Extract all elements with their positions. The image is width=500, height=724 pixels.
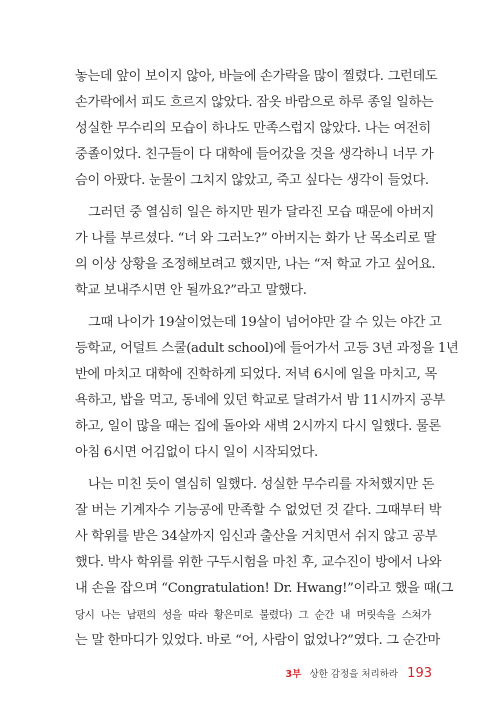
page-footer	[286, 662, 432, 681]
text-line: 학교 보내주시면 안 될까요?”라고 말했다.	[75, 283, 307, 298]
text-line: 그때 나이가 19살이었는데 19살이 넘어야만 갈 수 있는 야간 고	[88, 315, 442, 330]
paragraph-1	[75, 64, 438, 194]
text-line: 가 나를 부르셨다. “너 와 그러노?” 아버지는 화가 난 목소리로 딸	[75, 231, 437, 246]
text-line: 나는 미친 듯이 열심히 일했다. 성실한 무수리를 자처했지만 돈	[88, 477, 435, 492]
paragraph-2	[75, 200, 437, 304]
text-line: 하고, 일이 많을 때는 집에 돌아와 새벽 2시까지 다시 일했다. 물론	[75, 419, 441, 434]
text-line: 성실한 무수리의 모습이 하나도 만족스럽지 않았다. 나는 여전히	[75, 121, 431, 136]
text-line: 아침 6시면 어김없이 다시 일이 시작되었다.	[75, 445, 318, 460]
text-line: 의 이상 상황을 조정해보려고 했지만, 나는 “저 학교 가고 싶어요.	[75, 257, 436, 272]
text-line: 내 손을 잡으며 “Congratulation! Dr. Hwang!”이라고 했을 때(그	[75, 581, 454, 596]
text-line: 손가락에서 피도 흐르지 않았다. 잠옷 바람으로 하루 종일 일하는	[75, 95, 434, 110]
page-body	[75, 64, 459, 660]
text-line: 사 학위를 받은 34살까지 임신과 출산을 거치면서 쉬지 않고 공부	[75, 529, 438, 544]
text-line: 잘 버는 기계자수 기능공에 만족할 수 없었던 것 같다. 그때부터 박	[75, 503, 442, 518]
part-label: 3부	[285, 669, 302, 680]
page-number: 193	[407, 666, 432, 681]
text-line: 슴이 아팠다. 눈물이 그치지 않았고, 죽고 싶다는 생각이 들었다.	[75, 173, 429, 188]
text-line: 했다. 박사 학위를 위한 구두시험을 마친 후, 교수진이 방에서 나와	[75, 555, 442, 570]
text-line: 당시 나는 남편의 성을 따라 황은미로 불렸다) 그 순간 내 머릿속을 스쳐가	[75, 609, 431, 621]
text-line: 욕하고, 밥을 먹고, 동네에 있던 학교로 달려가서 밤 11시까지 공부	[75, 393, 445, 408]
paragraph-3	[75, 310, 459, 466]
chapter-title: 상한 감정을 처리하라	[309, 669, 399, 680]
text-line: 는 말 한마디가 있었다. 바로 “어, 사람이 없었나?”였다. 그 순간마	[75, 633, 440, 648]
text-line: 중졸이었다. 친구들이 다 대학에 들어갔을 것을 생각하니 너무 가	[75, 147, 434, 162]
text-line: 반에 마치고 대학에 진학하게 되었다. 저녁 6시에 일을 마치고, 목	[75, 367, 437, 382]
text-line: 등학교, 어덜트 스쿨(adult school)에 들어가서 고등 3년 과정을 1년	[75, 341, 459, 356]
text-line: 놓는데 앞이 보이지 않아, 바늘에 손가락을 많이 찔렸다. 그런데도	[75, 69, 438, 84]
text-line: 그러던 중 열심히 일은 하지만 뭔가 달라진 모습 때문에 아버지	[88, 205, 435, 220]
paragraph-4	[75, 472, 454, 654]
